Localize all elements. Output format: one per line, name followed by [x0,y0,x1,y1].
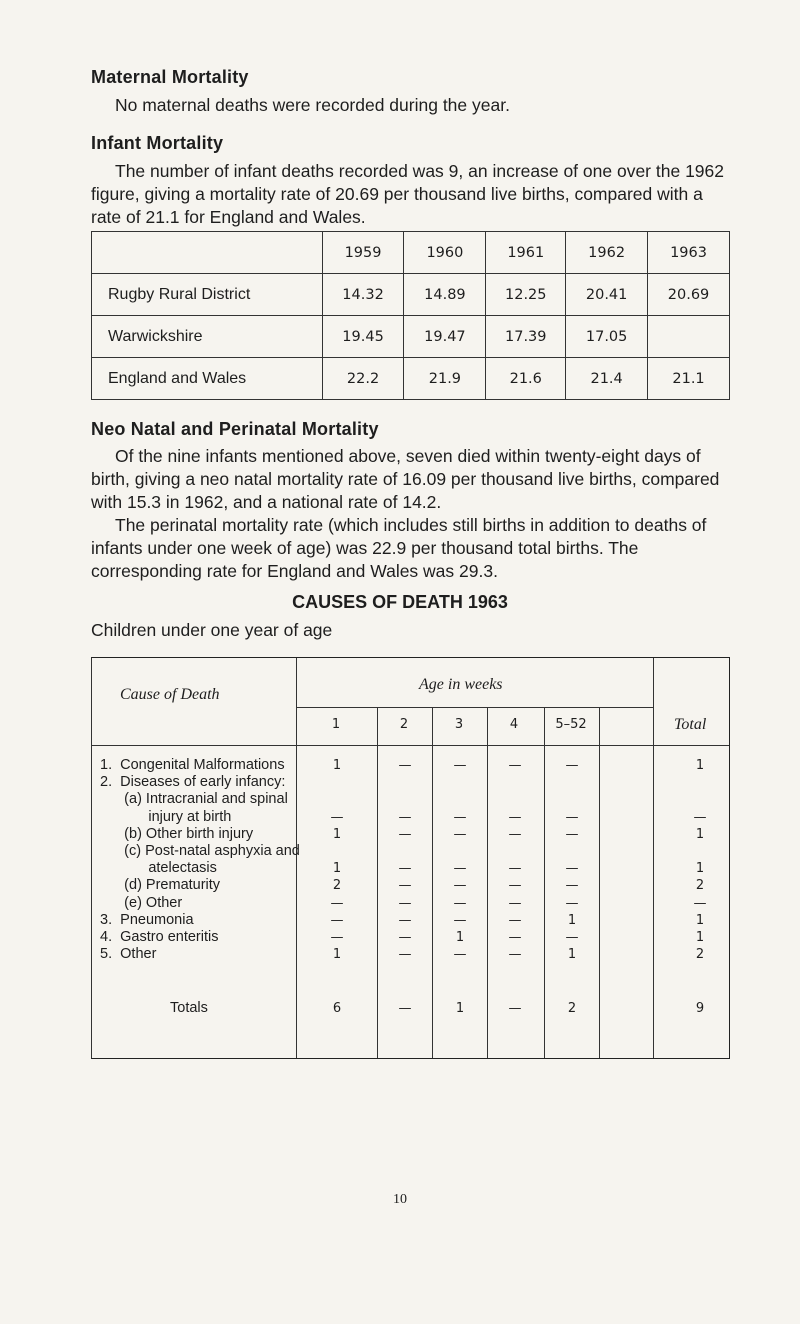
neonatal-para-2: The perinatal mortality rate (which includes still births in addition to deaths of infants under one week of age) was 22.9 per thousand total births. The corresponding rate for England and Wales was 29.3. [91,515,707,581]
total-cell: 1 [695,861,705,877]
count-cell: — [565,930,579,945]
count-cell: 1 [455,930,465,945]
total-cell: 2 [695,947,705,963]
count-cell: — [453,861,467,877]
maternal-text: No maternal deaths were recorded during the year. [115,95,510,115]
count-cell: — [453,947,467,963]
cause-label: atelectasis [100,860,217,877]
count-cell: — [398,758,412,773]
page-number: 10 [393,1192,407,1207]
count-cell: — [330,895,344,911]
age-column-header: 5–52 [555,717,587,732]
age-column-header: 3 [454,717,464,732]
cause-label: (a) Intracranial and spinal [100,791,288,808]
infant-text: The number of infant deaths recorded was 9, an increase of one over the 1962 figure, giving a mortality rate of 20.69 per thousand live births, compared with a rate of 21.1 for England and Wales. [91,161,724,227]
total-cell: 1 [695,912,705,928]
count-cell: 1 [567,912,577,928]
cause-label: injury at birth [100,808,232,825]
infant-heading: Infant Mortality [91,133,224,153]
count-cell: 1 [332,758,342,773]
count-cell: — [453,878,467,894]
rate-cell: 17.39 [486,316,566,358]
rate-cell: 21.4 [566,358,648,400]
count-cell: — [565,826,579,842]
count-cell: — [398,895,412,911]
cause-label: 5. Other [100,946,157,963]
count-cell: 1 [567,947,577,963]
count-cell: — [508,878,522,894]
rate-cell: 20.41 [566,274,648,316]
total-cell: 1 [695,758,705,773]
count-cell: 1 [332,947,342,963]
count-cell: — [330,912,344,928]
count-cell: — [508,930,522,945]
age-in-weeks-header: Age in weeks [419,676,503,693]
rate-cell: 17.05 [566,316,648,358]
count-cell: 1 [332,826,342,842]
totals-cell: 9 [695,1001,705,1016]
maternal-heading: Maternal Mortality [91,67,249,87]
total-header: Total [674,716,707,733]
total-cell: 1 [695,930,705,945]
causes-of-death-table [91,657,730,1059]
count-cell: — [330,809,344,825]
count-cell: — [508,809,522,825]
count-cell: — [453,826,467,842]
rate-cell: 12.25 [486,274,566,316]
causes-title: CAUSES OF DEATH 1963 [292,592,508,612]
count-cell: — [398,912,412,928]
count-cell: — [508,947,522,963]
totals-cell: — [398,1001,412,1016]
count-cell: — [398,947,412,963]
rate-cell: 14.89 [404,274,486,316]
rate-cell: 19.47 [404,316,486,358]
count-cell: — [565,895,579,911]
count-cell: — [508,826,522,842]
infant-table-row [92,274,730,316]
neonatal-heading: Neo Natal and Perinatal Mortality [91,419,379,439]
cause-label: (b) Other birth injury [100,825,254,842]
rate-cell: 14.32 [322,274,404,316]
totals-cell: 6 [332,1001,342,1016]
rate-cell: 20.69 [648,274,730,316]
count-cell: — [398,878,412,894]
cause-of-death-header: Cause of Death [120,686,220,703]
rate-cell [648,316,730,358]
total-cell: — [693,895,707,911]
infant-table-row [92,316,730,358]
age-column-header: 1 [331,717,341,732]
rate-cell: 22.2 [322,358,404,400]
infant-table-row [92,358,730,400]
count-cell: — [508,895,522,911]
neonatal-para-1: Of the nine infants mentioned above, seven died within twenty-eight days of birth, giving a neo natal mortality rate of 16.09 per thousand live births, compared with 15.3 in 1962, and a national rate of 14.2. [91,446,720,512]
count-cell: — [508,758,522,773]
count-cell: — [398,930,412,945]
cause-label: 2. Diseases of early infancy: [100,774,286,791]
count-cell: — [508,912,522,928]
cause-label: 1. Congenital Malformations [100,757,285,773]
infant-table-header-row [92,232,730,274]
count-cell: — [565,878,579,894]
cause-label: 4. Gastro enteritis [100,929,219,945]
rate-cell: 21.6 [486,358,566,400]
age-column-header: 4 [509,717,519,732]
count-cell: — [565,809,579,825]
totals-cell: — [508,1001,522,1016]
count-cell: — [453,912,467,928]
year-header: 1962 [566,232,648,274]
rate-cell: 19.45 [322,316,404,358]
year-header: 1963 [648,232,730,274]
total-cell: 2 [695,878,705,894]
cause-label: (c) Post-natal asphyxia and [100,843,300,859]
count-cell: — [453,809,467,825]
area-label: Rugby Rural District [92,274,323,316]
count-cell: — [565,758,579,773]
age-column-header: 2 [399,717,409,732]
count-cell: — [398,861,412,877]
total-cell: — [693,809,707,825]
year-header: 1961 [486,232,566,274]
totals-cell: 1 [455,1001,465,1016]
rate-cell: 21.9 [404,358,486,400]
cause-label: 3. Pneumonia [100,911,194,928]
year-header: 1959 [322,232,404,274]
count-cell: — [398,826,412,842]
rate-cell: 21.1 [648,358,730,400]
count-cell: — [398,809,412,825]
count-cell: — [565,861,579,877]
cause-label: (e) Other [100,894,183,911]
area-label: England and Wales [92,358,323,400]
infant-mortality-table [91,231,730,400]
count-cell: — [453,895,467,911]
total-cell: 1 [695,826,705,842]
count-cell: 1 [332,861,342,877]
totals-label: Totals [170,1000,208,1016]
count-cell: 2 [332,878,342,894]
area-label: Warwickshire [92,316,323,358]
count-cell: — [508,861,522,877]
totals-cell: 2 [567,1001,577,1016]
causes-subtitle: Children under one year of age [91,620,333,640]
infant-table-corner [92,232,323,274]
year-header: 1960 [404,232,486,274]
count-cell: — [330,930,344,945]
cause-label: (d) Prematurity [100,877,221,894]
count-cell: — [453,758,467,773]
